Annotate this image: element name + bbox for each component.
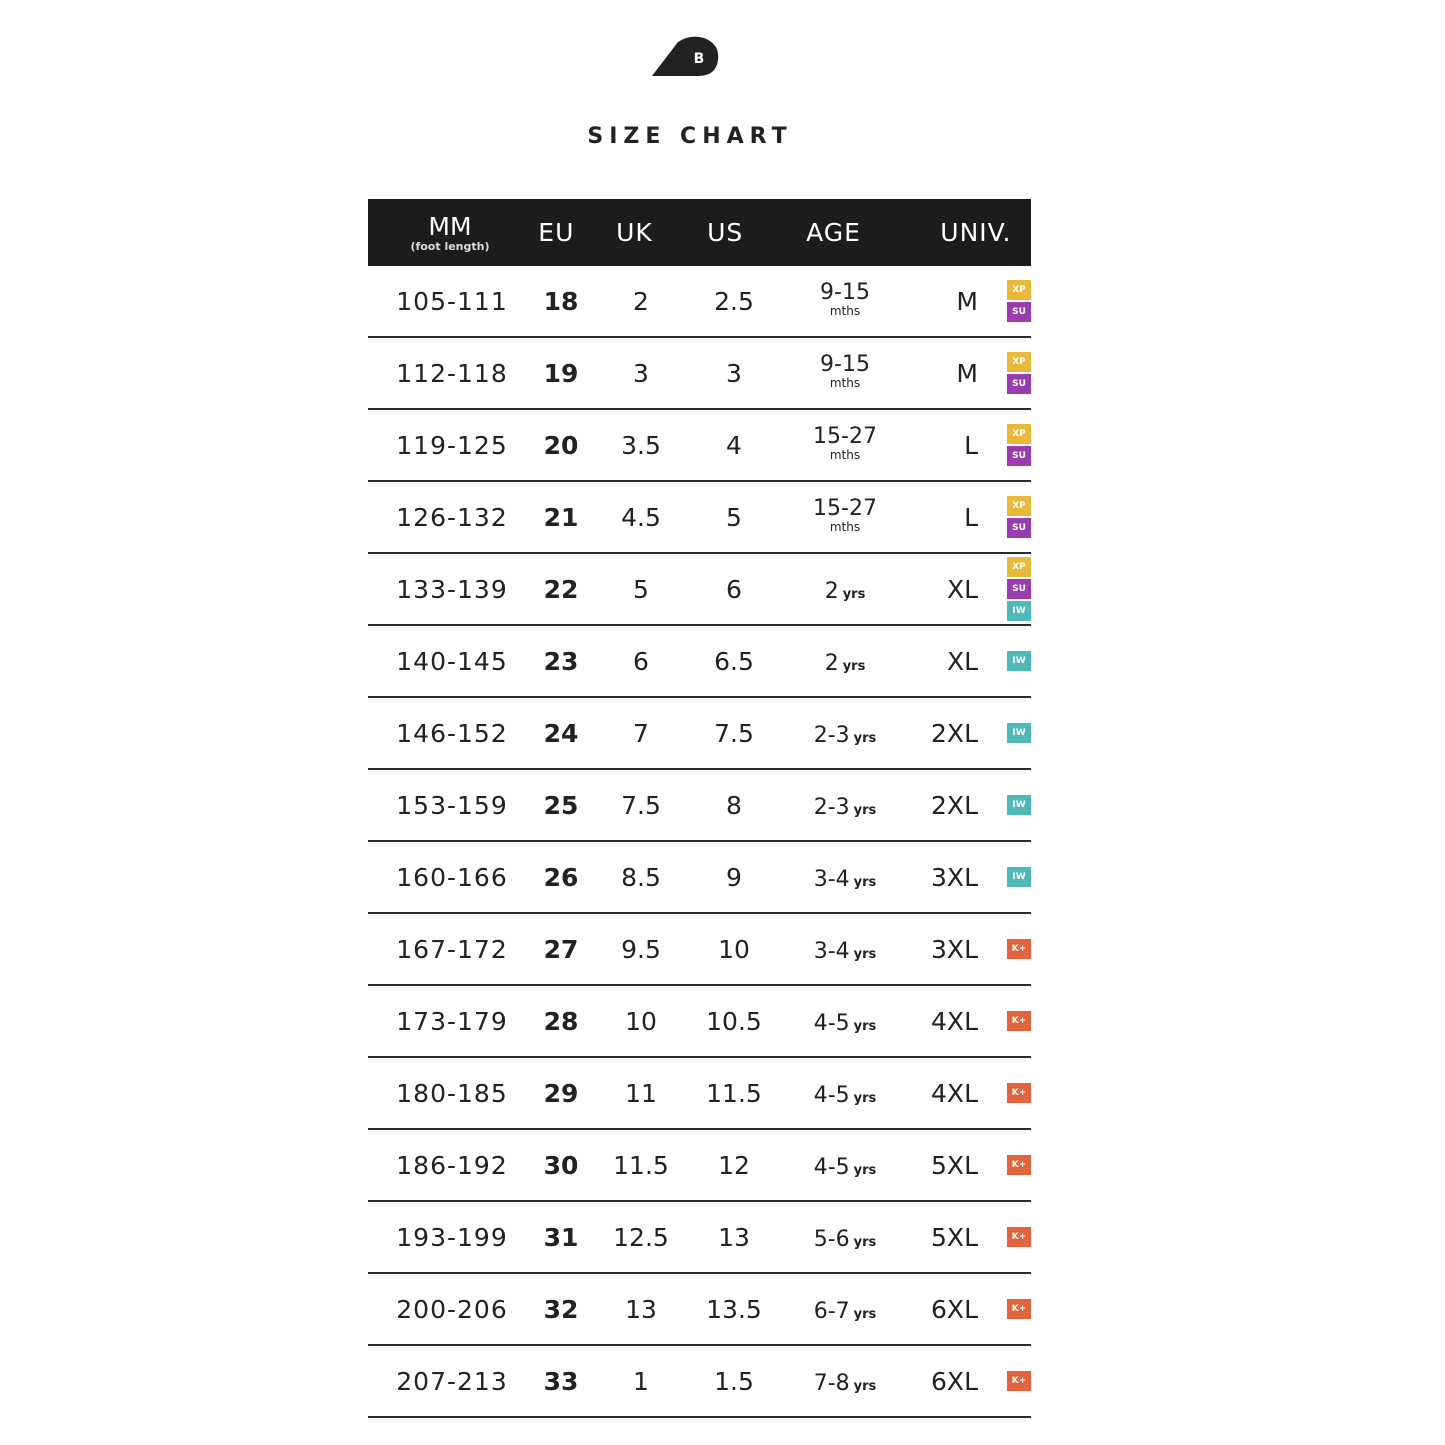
cell-mm: 126-132 <box>396 502 508 532</box>
cell-age <box>772 863 918 892</box>
cell-eu: 27 <box>543 934 579 964</box>
cell-tags <box>978 939 1031 959</box>
category-tag: K+ <box>1007 1155 1031 1175</box>
cell-eu: 18 <box>543 286 579 316</box>
cell-age <box>772 791 918 820</box>
cell-uk: 5 <box>633 574 649 604</box>
age-value: 15-27 <box>813 423 877 449</box>
cell-us: 10 <box>718 934 750 964</box>
cell-tags <box>978 1155 1031 1175</box>
cell-mm: 160-166 <box>396 862 508 892</box>
cell-us: 7.5 <box>714 718 754 748</box>
age-unit: mths <box>829 375 861 390</box>
cell-age <box>772 1367 918 1396</box>
category-tag: SU <box>1007 446 1031 466</box>
category-tag: SU <box>1007 374 1031 394</box>
cell-age <box>772 279 918 321</box>
category-tag: IW <box>1007 867 1031 887</box>
cell-eu: 29 <box>543 1078 579 1108</box>
cell-univ: L <box>964 502 978 532</box>
table-row <box>368 770 1031 842</box>
cell-uk: 7 <box>633 718 649 748</box>
cell-tags <box>978 723 1031 743</box>
age-value: 2 <box>824 650 839 676</box>
table-header <box>368 199 1031 266</box>
category-tag: K+ <box>1007 1083 1031 1103</box>
table-row <box>368 626 1031 698</box>
cell-age <box>772 647 918 676</box>
cell-tags <box>978 1011 1031 1031</box>
category-tag: XP <box>1007 280 1031 300</box>
cell-us: 10.5 <box>706 1006 762 1036</box>
cell-uk: 11 <box>625 1078 657 1108</box>
age-unit: yrs <box>853 1162 877 1178</box>
cell-mm: 105-111 <box>396 286 508 316</box>
cell-uk: 8.5 <box>621 862 661 892</box>
cell-uk: 13 <box>625 1294 657 1324</box>
size-table <box>368 199 1031 1418</box>
cell-age <box>772 719 918 748</box>
cell-age <box>772 1295 918 1324</box>
age-unit: mths <box>829 447 861 462</box>
cell-univ: 5XL <box>931 1150 978 1180</box>
age-value: 2 <box>824 578 839 604</box>
cell-us: 6 <box>726 574 742 604</box>
category-tag: IW <box>1007 651 1031 671</box>
table-row <box>368 266 1031 338</box>
cell-univ: 3XL <box>931 934 978 964</box>
cell-mm: 180-185 <box>396 1078 508 1108</box>
cell-tags <box>978 424 1031 466</box>
cell-eu: 25 <box>543 790 579 820</box>
cell-mm: 133-139 <box>396 574 508 604</box>
header-univ: UNIV. <box>940 218 1012 247</box>
age-value: 2-3 <box>813 794 850 820</box>
cell-mm: 167-172 <box>396 934 508 964</box>
age-unit: yrs <box>853 1378 877 1394</box>
table-row <box>368 1346 1031 1418</box>
cell-univ: 5XL <box>931 1222 978 1252</box>
category-tag: K+ <box>1007 1371 1031 1391</box>
cell-mm: 153-159 <box>396 790 508 820</box>
cell-age <box>772 575 918 604</box>
cell-eu: 32 <box>543 1294 579 1324</box>
cell-age <box>772 495 918 537</box>
cell-eu: 30 <box>543 1150 579 1180</box>
cell-us: 11.5 <box>706 1078 762 1108</box>
logo-letter: B <box>693 51 705 67</box>
cell-tags <box>978 496 1031 538</box>
cell-eu: 24 <box>543 718 579 748</box>
table-row <box>368 338 1031 410</box>
cell-univ: 4XL <box>931 1006 978 1036</box>
category-tag: SU <box>1007 579 1031 599</box>
cell-uk: 3.5 <box>621 430 661 460</box>
age-unit: yrs <box>853 802 877 818</box>
cell-tags <box>978 352 1031 394</box>
table-row <box>368 482 1031 554</box>
cell-age <box>772 351 918 393</box>
cell-univ: 2XL <box>931 718 978 748</box>
cell-eu: 21 <box>543 502 579 532</box>
cell-us: 9 <box>726 862 742 892</box>
header-mm-label: MM <box>428 211 472 241</box>
cell-mm: 173-179 <box>396 1006 508 1036</box>
age-value: 9-15 <box>820 351 870 377</box>
age-value: 6-7 <box>813 1298 850 1324</box>
age-value: 7-8 <box>813 1370 850 1396</box>
cell-us: 13.5 <box>706 1294 762 1324</box>
table-row <box>368 842 1031 914</box>
cell-eu: 22 <box>543 574 579 604</box>
cell-univ: 2XL <box>931 790 978 820</box>
cell-uk: 12.5 <box>613 1222 669 1252</box>
cell-eu: 19 <box>543 358 579 388</box>
age-unit: yrs <box>853 1306 877 1322</box>
cell-us: 12 <box>718 1150 750 1180</box>
logo-icon <box>652 36 720 78</box>
cell-tags <box>978 867 1031 887</box>
age-unit: mths <box>829 519 861 534</box>
table-row <box>368 1130 1031 1202</box>
cell-uk: 10 <box>625 1006 657 1036</box>
cell-mm: 193-199 <box>396 1222 508 1252</box>
cell-mm: 140-145 <box>396 646 508 676</box>
age-unit: yrs <box>853 1234 877 1250</box>
cell-tags <box>978 795 1031 815</box>
cell-us: 4 <box>726 430 742 460</box>
cell-univ: 6XL <box>931 1294 978 1324</box>
category-tag: XP <box>1007 557 1031 577</box>
cell-age <box>772 1007 918 1036</box>
age-unit: yrs <box>853 730 877 746</box>
cell-tags <box>978 557 1031 621</box>
cell-tags <box>978 1227 1031 1247</box>
table-row <box>368 1274 1031 1346</box>
cell-uk: 7.5 <box>621 790 661 820</box>
cell-age <box>772 935 918 964</box>
age-value: 4-5 <box>813 1154 850 1180</box>
age-unit: yrs <box>853 874 877 890</box>
age-unit: mths <box>829 303 861 318</box>
cell-age <box>772 1079 918 1108</box>
page-title: SIZE CHART <box>587 124 793 149</box>
cell-univ: XL <box>946 646 978 676</box>
cell-us: 3 <box>726 358 742 388</box>
table-row <box>368 698 1031 770</box>
cell-univ: XL <box>946 574 978 604</box>
cell-univ: M <box>956 358 978 388</box>
cell-univ: M <box>956 286 978 316</box>
category-tag: XP <box>1007 496 1031 516</box>
category-tag: K+ <box>1007 1011 1031 1031</box>
category-tag: K+ <box>1007 1299 1031 1319</box>
header-mm <box>368 211 532 253</box>
cell-us: 8 <box>726 790 742 820</box>
cell-uk: 1 <box>633 1366 649 1396</box>
cell-uk: 4.5 <box>621 502 661 532</box>
cell-eu: 31 <box>543 1222 579 1252</box>
header-age: AGE <box>806 218 861 247</box>
age-unit: yrs <box>853 946 877 962</box>
cell-mm: 119-125 <box>396 430 508 460</box>
cell-mm: 112-118 <box>396 358 508 388</box>
table-row <box>368 410 1031 482</box>
age-value: 15-27 <box>813 495 877 521</box>
cell-mm: 186-192 <box>396 1150 508 1180</box>
category-tag: K+ <box>1007 1227 1031 1247</box>
cell-tags <box>978 1083 1031 1103</box>
header-eu: EU <box>538 218 575 247</box>
age-value: 2-3 <box>813 722 850 748</box>
cell-mm: 146-152 <box>396 718 508 748</box>
cell-uk: 9.5 <box>621 934 661 964</box>
table-row <box>368 914 1031 986</box>
table-row <box>368 554 1031 626</box>
cell-eu: 33 <box>543 1366 579 1396</box>
cell-us: 6.5 <box>714 646 754 676</box>
cell-univ: 6XL <box>931 1366 978 1396</box>
table-row <box>368 1202 1031 1274</box>
category-tag: IW <box>1007 723 1031 743</box>
age-unit: yrs <box>842 586 866 602</box>
age-unit: yrs <box>842 658 866 674</box>
header-uk: UK <box>616 218 653 247</box>
cell-uk: 11.5 <box>613 1150 669 1180</box>
age-value: 3-4 <box>813 866 850 892</box>
cell-age <box>772 1223 918 1252</box>
cell-uk: 3 <box>633 358 649 388</box>
cell-us: 13 <box>718 1222 750 1252</box>
table-body <box>368 266 1031 1418</box>
age-value: 5-6 <box>813 1226 850 1252</box>
age-value: 3-4 <box>813 938 850 964</box>
cell-uk: 6 <box>633 646 649 676</box>
cell-eu: 20 <box>543 430 579 460</box>
cell-tags <box>978 1299 1031 1319</box>
cell-eu: 23 <box>543 646 579 676</box>
cell-us: 2.5 <box>714 286 754 316</box>
category-tag: IW <box>1007 795 1031 815</box>
cell-mm: 200-206 <box>396 1294 508 1324</box>
category-tag: SU <box>1007 518 1031 538</box>
age-unit: yrs <box>853 1090 877 1106</box>
cell-univ: L <box>964 430 978 460</box>
cell-tags <box>978 280 1031 322</box>
cell-age <box>772 1151 918 1180</box>
age-value: 4-5 <box>813 1082 850 1108</box>
cell-tags <box>978 651 1031 671</box>
age-value: 4-5 <box>813 1010 850 1036</box>
cell-uk: 2 <box>633 286 649 316</box>
category-tag: SU <box>1007 302 1031 322</box>
cell-us: 5 <box>726 502 742 532</box>
category-tag: IW <box>1007 601 1031 621</box>
category-tag: XP <box>1007 352 1031 372</box>
category-tag: K+ <box>1007 939 1031 959</box>
cell-age <box>772 423 918 465</box>
age-unit: yrs <box>853 1018 877 1034</box>
cell-mm: 207-213 <box>396 1366 508 1396</box>
brand-logo <box>652 36 720 78</box>
cell-eu: 28 <box>543 1006 579 1036</box>
age-value: 9-15 <box>820 279 870 305</box>
cell-tags <box>978 1371 1031 1391</box>
table-row <box>368 1058 1031 1130</box>
cell-univ: 4XL <box>931 1078 978 1108</box>
table-row <box>368 986 1031 1058</box>
header-us: US <box>707 218 744 247</box>
category-tag: XP <box>1007 424 1031 444</box>
header-mm-sublabel: (foot length) <box>410 239 490 253</box>
cell-us: 1.5 <box>714 1366 754 1396</box>
cell-univ: 3XL <box>931 862 978 892</box>
cell-eu: 26 <box>543 862 579 892</box>
